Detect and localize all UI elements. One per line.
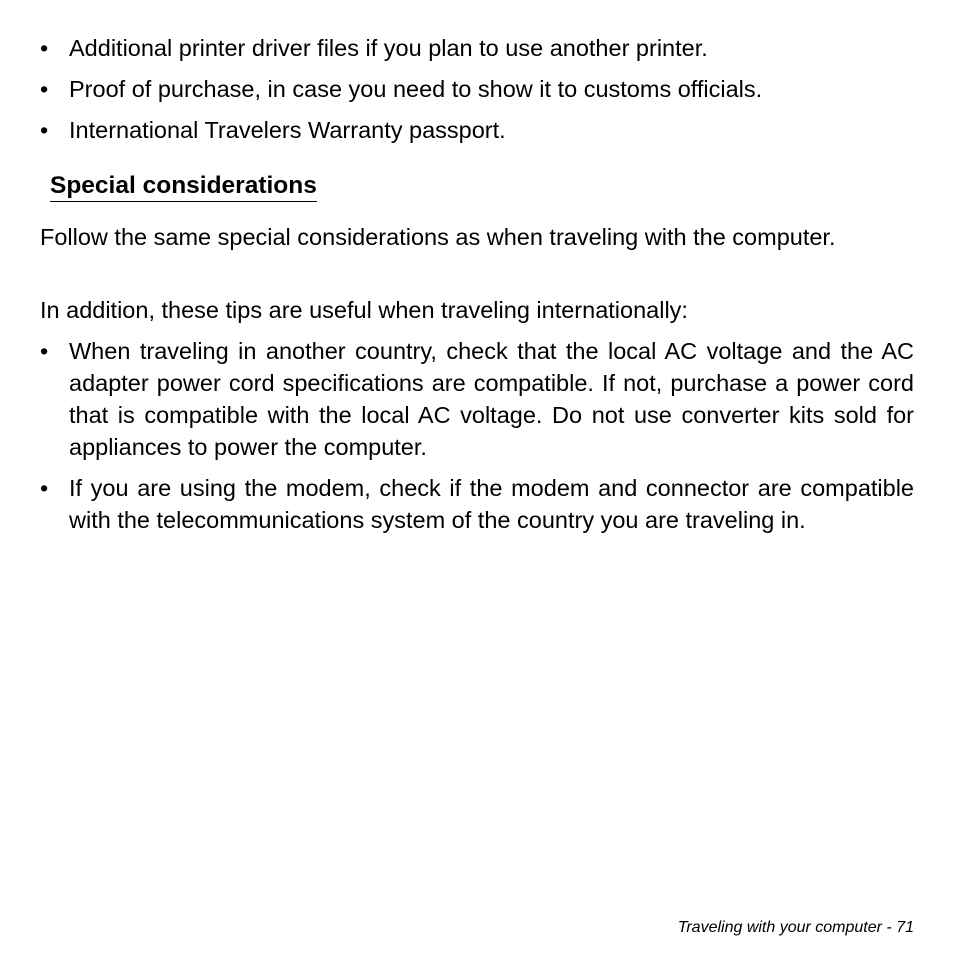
body-paragraph: Follow the same special considerations as when traveling with the computer. (40, 224, 836, 250)
list-item-text: If you are using the modem, check if the modem and connector are compatible with the telecommunications system of the country you are traveling in. (69, 475, 914, 533)
list-item (40, 32, 914, 64)
list-item (40, 335, 914, 463)
list-item (40, 472, 914, 536)
list-item-text: Additional printer driver files if you plan to use another printer. (69, 35, 708, 61)
packing-list (40, 32, 914, 155)
section-heading: Special considerations (50, 170, 317, 202)
bullet-icon: • (40, 338, 49, 364)
bullet-icon: • (40, 76, 49, 102)
page-footer: Traveling with your computer - 71 (677, 919, 914, 936)
list-item (40, 114, 914, 146)
list-item-text: Proof of purchase, in case you need to show it to customs officials. (69, 76, 763, 102)
body-paragraph: In addition, these tips are useful when traveling internationally: (40, 297, 688, 323)
list-item-text: International Travelers Warranty passport. (69, 117, 506, 143)
bullet-icon: • (40, 475, 49, 501)
list-item (40, 73, 914, 105)
bullet-icon: • (40, 35, 49, 61)
list-item-text: When traveling in another country, check that the local AC voltage and the AC adapter power cord specifications are compatible. If not, purchase a power cord that is compatible with the local AC voltage. Do not use converter kits sold for appliances to power the computer. (69, 338, 914, 460)
tips-list (40, 335, 914, 545)
bullet-icon: • (40, 117, 49, 143)
